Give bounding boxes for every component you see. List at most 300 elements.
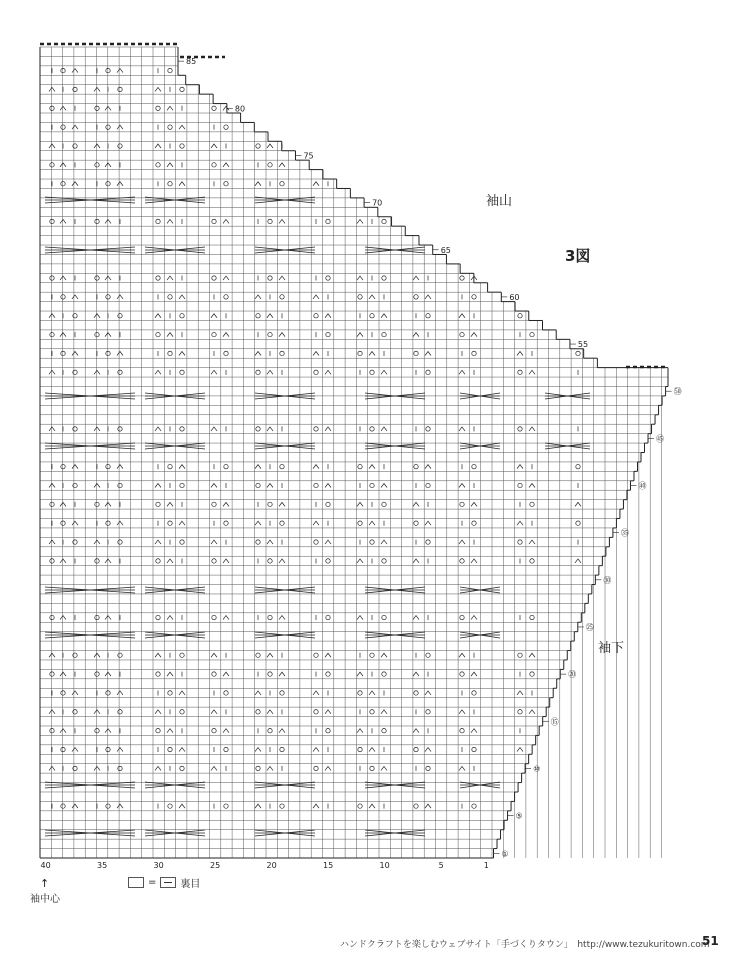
yarn-over-symbol xyxy=(224,182,228,186)
yarn-over-symbol xyxy=(280,747,284,751)
yarn-over-symbol xyxy=(73,144,77,148)
yarn-over-symbol xyxy=(156,559,160,563)
decrease-symbol xyxy=(529,710,535,714)
decrease-symbol xyxy=(223,276,229,280)
decrease-symbol xyxy=(459,370,465,374)
decrease-symbol xyxy=(72,182,78,186)
decrease-symbol xyxy=(94,710,100,714)
decrease-symbol xyxy=(425,465,431,469)
decrease-symbol xyxy=(179,465,185,469)
decrease-symbol xyxy=(211,370,217,374)
yarn-over-symbol xyxy=(212,163,216,167)
decrease-symbol xyxy=(325,484,331,488)
yarn-over-symbol xyxy=(95,219,99,223)
decrease-symbol xyxy=(60,219,66,223)
decrease-symbol xyxy=(471,672,477,676)
decrease-symbol xyxy=(279,559,285,563)
decrease-symbol xyxy=(357,219,363,223)
yarn-over-symbol xyxy=(168,68,172,72)
decrease-symbol xyxy=(381,427,387,431)
decrease-symbol xyxy=(381,766,387,770)
decrease-symbol xyxy=(211,427,217,431)
yarn-over-symbol xyxy=(256,653,260,657)
decrease-symbol xyxy=(459,427,465,431)
decrease-symbol xyxy=(72,125,78,129)
yarn-over-symbol xyxy=(180,766,184,770)
decrease-symbol xyxy=(381,710,387,714)
yarn-over-symbol xyxy=(382,276,386,280)
row-marker-label: ㊿ xyxy=(673,387,682,397)
decrease-symbol xyxy=(267,710,273,714)
yarn-over-symbol xyxy=(314,370,318,374)
decrease-symbol xyxy=(117,521,123,525)
yarn-over-symbol xyxy=(256,540,260,544)
decrease-symbol xyxy=(211,766,217,770)
decrease-symbol xyxy=(94,370,100,374)
decrease-symbol xyxy=(255,521,261,525)
yarn-over-symbol xyxy=(314,314,318,318)
row-marker-label: 60 xyxy=(509,292,520,302)
decrease-symbol xyxy=(413,616,419,620)
yarn-over-symbol xyxy=(168,804,172,808)
yarn-over-symbol xyxy=(212,276,216,280)
yarn-over-symbol xyxy=(576,521,580,525)
row-marker-label: 55 xyxy=(577,340,589,350)
yarn-over-symbol xyxy=(268,672,272,676)
knit-square-icon xyxy=(128,877,144,888)
yarn-over-symbol xyxy=(50,276,54,280)
yarn-over-symbol xyxy=(95,728,99,732)
decrease-symbol xyxy=(279,616,285,620)
yarn-over-symbol xyxy=(370,766,374,770)
decrease-symbol xyxy=(49,314,55,318)
yarn-over-symbol xyxy=(460,728,464,732)
yarn-over-symbol xyxy=(280,521,284,525)
decrease-symbol xyxy=(529,427,535,431)
yarn-over-symbol xyxy=(414,521,418,525)
decrease-symbol xyxy=(60,559,66,563)
yarn-over-symbol xyxy=(314,653,318,657)
column-number-label: 5 xyxy=(438,861,444,870)
stitch-symbols xyxy=(45,68,590,836)
decrease-symbol xyxy=(179,748,185,752)
chart-grid xyxy=(40,47,668,858)
decrease-symbol xyxy=(155,87,161,91)
yarn-over-symbol xyxy=(314,483,318,487)
yarn-over-symbol xyxy=(212,502,216,506)
yarn-over-symbol xyxy=(224,691,228,695)
decrease-symbol xyxy=(267,144,273,148)
decrease-symbol xyxy=(369,351,375,355)
decrease-symbol xyxy=(72,351,78,355)
yarn-over-symbol xyxy=(168,691,172,695)
decrease-symbol xyxy=(357,559,363,563)
yarn-over-symbol xyxy=(73,314,77,318)
yarn-over-symbol xyxy=(472,747,476,751)
yarn-over-symbol xyxy=(382,728,386,732)
yarn-over-symbol xyxy=(382,672,386,676)
decrease-symbol xyxy=(459,484,465,488)
decrease-symbol xyxy=(313,182,319,186)
yarn-over-symbol xyxy=(212,332,216,336)
decrease-symbol xyxy=(267,766,273,770)
decrease-symbol xyxy=(117,351,123,355)
decrease-symbol xyxy=(267,427,273,431)
yarn-over-symbol xyxy=(156,276,160,280)
yarn-over-symbol xyxy=(314,766,318,770)
column-number-label: 40 xyxy=(40,861,51,870)
yarn-over-symbol xyxy=(518,370,522,374)
row-marker-label: ⑳ xyxy=(568,670,577,680)
decrease-symbol xyxy=(267,314,273,318)
yarn-over-symbol xyxy=(61,747,65,751)
yarn-over-symbol xyxy=(73,710,77,714)
decrease-symbol xyxy=(179,521,185,525)
decrease-symbol xyxy=(117,295,123,299)
yarn-over-symbol xyxy=(326,672,330,676)
decrease-symbol xyxy=(211,540,217,544)
column-number-label: 20 xyxy=(266,861,277,870)
legend-equals: = xyxy=(148,877,157,888)
yarn-over-symbol xyxy=(414,804,418,808)
yarn-over-symbol xyxy=(256,314,260,318)
yarn-over-symbol xyxy=(426,710,430,714)
yarn-over-symbol xyxy=(370,710,374,714)
yarn-over-symbol xyxy=(382,559,386,563)
yarn-over-symbol xyxy=(118,540,122,544)
yarn-over-symbol xyxy=(268,163,272,167)
decrease-symbol xyxy=(529,370,535,374)
decrease-symbol xyxy=(72,748,78,752)
decrease-symbol xyxy=(517,351,523,355)
decrease-symbol xyxy=(459,314,465,318)
yarn-over-symbol xyxy=(370,427,374,431)
yarn-over-symbol xyxy=(50,615,54,619)
decrease-symbol xyxy=(279,163,285,167)
decrease-symbol xyxy=(369,295,375,299)
yarn-over-symbol xyxy=(95,163,99,167)
yarn-over-symbol xyxy=(118,370,122,374)
column-number-label: 25 xyxy=(210,861,221,870)
decrease-symbol xyxy=(211,484,217,488)
yarn-over-symbol xyxy=(73,87,77,91)
yarn-over-symbol xyxy=(382,615,386,619)
figure-label: 3図 xyxy=(565,247,591,265)
yarn-over-symbol xyxy=(518,540,522,544)
yarn-over-symbol xyxy=(530,615,534,619)
yarn-over-symbol xyxy=(326,502,330,506)
yarn-over-symbol xyxy=(326,276,330,280)
yarn-over-symbol xyxy=(256,766,260,770)
decrease-symbol xyxy=(313,691,319,695)
yarn-over-symbol xyxy=(50,502,54,506)
decrease-symbol xyxy=(279,672,285,676)
yarn-over-symbol xyxy=(426,314,430,318)
decrease-symbol xyxy=(155,484,161,488)
yarn-over-symbol xyxy=(118,314,122,318)
yarn-over-symbol xyxy=(382,332,386,336)
yarn-over-symbol xyxy=(61,182,65,186)
row-marker-label: ㉟ xyxy=(620,528,629,538)
decrease-symbol xyxy=(179,351,185,355)
yarn-over-symbol xyxy=(268,615,272,619)
yarn-over-symbol xyxy=(460,615,464,619)
decrease-symbol xyxy=(313,295,319,299)
decrease-symbol xyxy=(167,672,173,676)
decrease-symbol xyxy=(179,125,185,129)
yarn-over-symbol xyxy=(156,502,160,506)
decrease-symbol xyxy=(325,710,331,714)
yarn-over-symbol xyxy=(212,672,216,676)
yarn-over-symbol xyxy=(118,87,122,91)
yarn-over-symbol xyxy=(280,295,284,299)
decrease-symbol xyxy=(155,766,161,770)
decrease-symbol xyxy=(94,484,100,488)
yarn-over-symbol xyxy=(256,483,260,487)
yarn-over-symbol xyxy=(414,351,418,355)
decrease-symbol xyxy=(279,219,285,223)
decrease-symbol xyxy=(167,219,173,223)
decrease-symbol xyxy=(117,465,123,469)
decrease-symbol xyxy=(167,616,173,620)
yarn-over-symbol xyxy=(518,483,522,487)
decrease-symbol xyxy=(179,295,185,299)
yarn-over-symbol xyxy=(280,691,284,695)
yarn-over-symbol xyxy=(268,728,272,732)
decrease-symbol xyxy=(325,370,331,374)
decrease-symbol xyxy=(325,314,331,318)
decrease-symbol xyxy=(155,370,161,374)
decrease-symbol xyxy=(369,465,375,469)
legend-purl-label: 裏目 xyxy=(180,879,201,890)
decrease-symbol xyxy=(223,219,229,223)
yarn-over-symbol xyxy=(426,483,430,487)
yarn-over-symbol xyxy=(180,653,184,657)
decrease-symbol xyxy=(155,540,161,544)
yarn-over-symbol xyxy=(168,521,172,525)
decrease-symbol xyxy=(223,672,229,676)
yarn-over-symbol xyxy=(95,559,99,563)
yarn-over-symbol xyxy=(358,691,362,695)
decrease-symbol xyxy=(255,351,261,355)
column-number-label: 35 xyxy=(97,861,108,870)
yarn-over-symbol xyxy=(280,804,284,808)
decrease-symbol xyxy=(60,502,66,506)
decrease-symbol xyxy=(155,710,161,714)
decrease-symbol xyxy=(94,144,100,148)
yarn-over-symbol xyxy=(168,747,172,751)
decrease-symbol xyxy=(313,748,319,752)
yarn-over-symbol xyxy=(268,559,272,563)
decrease-symbol xyxy=(357,502,363,506)
decrease-symbol xyxy=(72,295,78,299)
decrease-symbol xyxy=(459,710,465,714)
yarn-over-symbol xyxy=(370,653,374,657)
decrease-symbol xyxy=(60,616,66,620)
yarn-over-symbol xyxy=(61,295,65,299)
yarn-over-symbol xyxy=(268,332,272,336)
yarn-over-symbol xyxy=(326,219,330,223)
yarn-over-symbol xyxy=(224,747,228,751)
decrease-symbol xyxy=(60,106,66,110)
decrease-symbol xyxy=(49,653,55,657)
yarn-over-symbol xyxy=(414,295,418,299)
yarn-over-symbol xyxy=(224,464,228,468)
yarn-over-symbol xyxy=(460,559,464,563)
yarn-over-symbol xyxy=(280,351,284,355)
yarn-over-symbol xyxy=(212,106,216,110)
yarn-over-symbol xyxy=(314,427,318,431)
decrease-symbol xyxy=(49,144,55,148)
decrease-symbol xyxy=(49,710,55,714)
yarn-over-symbol xyxy=(73,483,77,487)
sleeve-cap-label: 袖山 xyxy=(486,194,513,209)
yarn-over-symbol xyxy=(280,182,284,186)
decrease-symbol xyxy=(425,804,431,808)
decrease-symbol xyxy=(72,804,78,808)
yarn-over-symbol xyxy=(256,144,260,148)
decrease-symbol xyxy=(211,710,217,714)
row-marker-label: ㉚ xyxy=(603,575,612,585)
yarn-over-symbol xyxy=(326,332,330,336)
decrease-symbol xyxy=(117,125,123,129)
decrease-symbol xyxy=(117,69,123,73)
yarn-over-symbol xyxy=(472,521,476,525)
decrease-symbol xyxy=(381,484,387,488)
decrease-symbol xyxy=(471,559,477,563)
decrease-symbol xyxy=(313,465,319,469)
yarn-over-symbol xyxy=(472,804,476,808)
yarn-over-symbol xyxy=(518,427,522,431)
yarn-over-symbol xyxy=(180,483,184,487)
yarn-over-symbol xyxy=(168,125,172,129)
decrease-symbol xyxy=(369,804,375,808)
yarn-over-symbol xyxy=(358,804,362,808)
decrease-symbol xyxy=(425,351,431,355)
decrease-symbol xyxy=(223,559,229,563)
decrease-symbol xyxy=(267,540,273,544)
yarn-over-symbol xyxy=(118,653,122,657)
decrease-symbol xyxy=(49,766,55,770)
decrease-symbol xyxy=(60,163,66,167)
yarn-over-symbol xyxy=(180,710,184,714)
decrease-symbol xyxy=(517,748,523,752)
yarn-over-symbol xyxy=(358,521,362,525)
yarn-over-symbol xyxy=(212,615,216,619)
decrease-symbol xyxy=(413,559,419,563)
decrease-symbol xyxy=(425,521,431,525)
yarn-over-symbol xyxy=(256,427,260,431)
yarn-over-symbol xyxy=(426,766,430,770)
decrease-symbol xyxy=(267,653,273,657)
yarn-over-symbol xyxy=(168,295,172,299)
decrease-symbol xyxy=(167,502,173,506)
column-number-label: 1 xyxy=(483,861,489,870)
yarn-over-symbol xyxy=(370,483,374,487)
yarn-over-symbol xyxy=(95,502,99,506)
decrease-symbol xyxy=(267,370,273,374)
decrease-symbol xyxy=(94,653,100,657)
yarn-over-symbol xyxy=(61,125,65,129)
yarn-over-symbol xyxy=(370,540,374,544)
legend xyxy=(128,875,200,890)
decrease-symbol xyxy=(279,729,285,733)
decrease-symbol xyxy=(357,672,363,676)
decrease-symbol xyxy=(117,182,123,186)
decrease-symbol xyxy=(381,653,387,657)
yarn-over-symbol xyxy=(61,351,65,355)
yarn-over-symbol xyxy=(168,464,172,468)
decrease-symbol xyxy=(117,804,123,808)
chart-outline xyxy=(40,44,668,858)
yarn-over-symbol xyxy=(530,559,534,563)
row-marker-label: 80 xyxy=(234,104,246,114)
decrease-symbol xyxy=(575,502,581,506)
decrease-symbol xyxy=(357,616,363,620)
decrease-symbol xyxy=(325,766,331,770)
decrease-symbol xyxy=(167,163,173,167)
yarn-over-symbol xyxy=(224,125,228,129)
decrease-symbol xyxy=(255,182,261,186)
decrease-symbol xyxy=(369,691,375,695)
decrease-symbol xyxy=(369,748,375,752)
decrease-symbol xyxy=(49,540,55,544)
yarn-over-symbol xyxy=(50,332,54,336)
decrease-symbol xyxy=(313,804,319,808)
decrease-symbol xyxy=(94,87,100,91)
yarn-over-symbol xyxy=(168,351,172,355)
page-number: 51 xyxy=(702,934,719,948)
decrease-symbol xyxy=(223,502,229,506)
yarn-over-symbol xyxy=(358,351,362,355)
decrease-symbol xyxy=(413,502,419,506)
sleeve-center-label xyxy=(30,877,60,905)
decrease-symbol xyxy=(72,69,78,73)
yarn-over-symbol xyxy=(180,370,184,374)
yarn-over-symbol xyxy=(426,427,430,431)
decrease-symbol xyxy=(179,182,185,186)
yarn-over-symbol xyxy=(414,464,418,468)
decrease-symbol xyxy=(529,540,535,544)
decrease-symbol xyxy=(279,333,285,337)
yarn-over-symbol xyxy=(168,182,172,186)
yarn-over-symbol xyxy=(414,747,418,751)
decrease-symbol xyxy=(255,691,261,695)
decrease-symbol xyxy=(49,370,55,374)
yarn-over-symbol xyxy=(326,559,330,563)
yarn-over-symbol xyxy=(530,672,534,676)
decrease-symbol xyxy=(117,748,123,752)
row-marker-label: 65 xyxy=(440,245,451,255)
decrease-symbol xyxy=(155,653,161,657)
yarn-over-symbol xyxy=(156,332,160,336)
yarn-over-symbol xyxy=(472,351,476,355)
yarn-over-symbol xyxy=(212,219,216,223)
decrease-symbol xyxy=(425,691,431,695)
yarn-over-symbol xyxy=(50,559,54,563)
row-marker-label: ⑩ xyxy=(533,764,541,774)
yarn-over-symbol xyxy=(472,464,476,468)
decrease-symbol xyxy=(267,484,273,488)
sleeve-center-text: 袖中心 xyxy=(30,894,60,905)
yarn-over-symbol xyxy=(118,427,122,431)
yarn-over-symbol xyxy=(156,219,160,223)
yarn-over-symbol xyxy=(61,691,65,695)
decrease-symbol xyxy=(279,276,285,280)
decrease-symbol xyxy=(211,314,217,318)
decrease-symbol xyxy=(179,804,185,808)
purl-square-icon xyxy=(160,877,176,888)
